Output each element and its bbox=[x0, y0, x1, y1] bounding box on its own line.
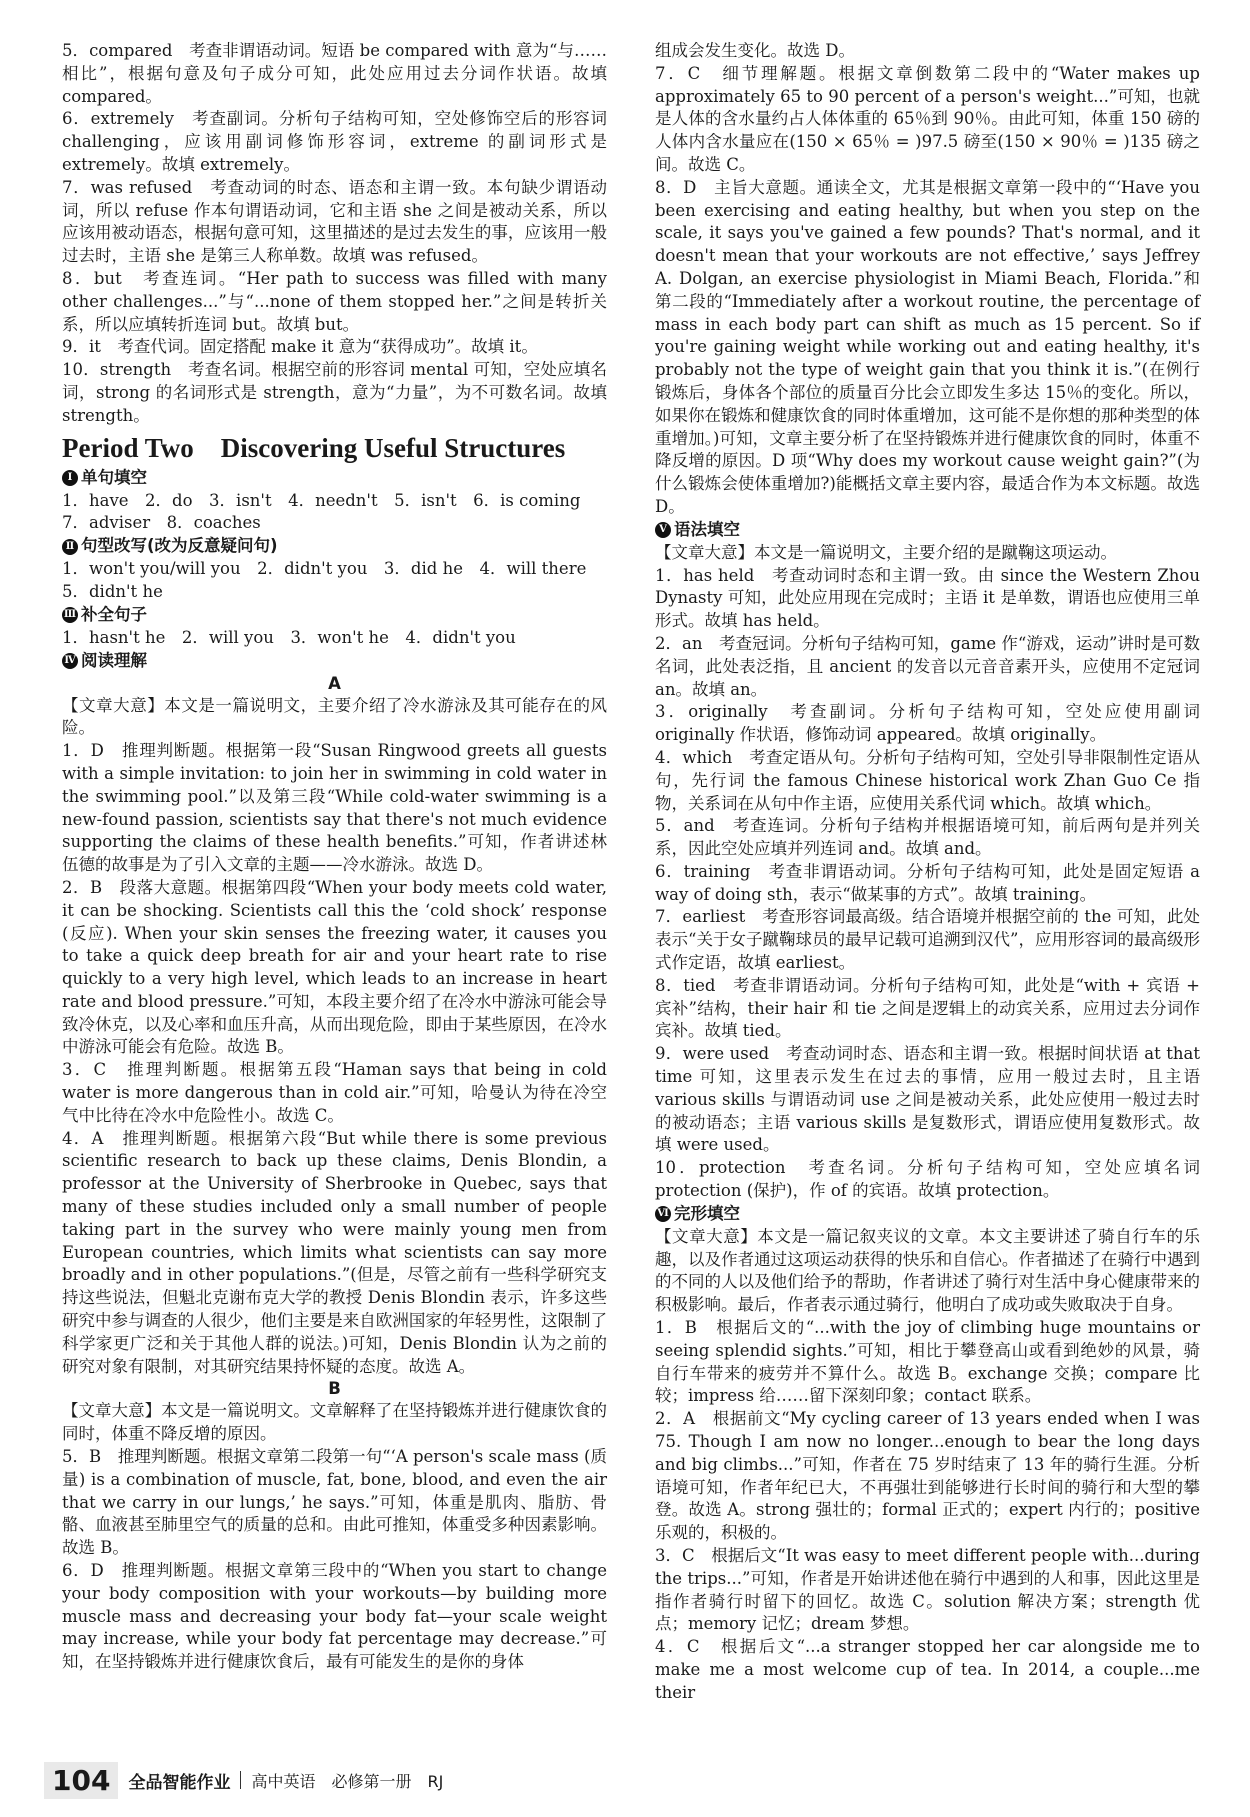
cloze-answer-4: 4．C 根据后文“...a stranger stopped her car alongside me to make me a most welcome cup of tea. In 2014, a couple...me their bbox=[655, 1637, 1200, 1702]
period-title: Period Two Discovering Useful Structures bbox=[62, 432, 566, 463]
section-heading-6 bbox=[655, 1203, 1200, 1226]
answer-10: 10．strength 考查名词。根据空前的形容词 mental 可知，空处应填名词，strong 的名词形式是 strength，意为“力量”，为不可数名词。故填 strength。 bbox=[62, 360, 607, 425]
reading-answer-5: 5．B 推理判断题。根据文章第二段第一句“‘A person's scale mass (质量) is a combination of muscle, fat, bone, blood, and even the air that we carry in our lungs,’ he says.”可知，体重是肌肉、脂肪、骨骼、血液甚至肺里空气的质量的总和。由此可推知，体重受多种因素影响。故选 B。 bbox=[62, 1447, 607, 1558]
answer-row: 1．won't you/will you 2．didn't you 3．did he 4．will there bbox=[62, 559, 587, 579]
section-title: 单句填空 bbox=[81, 467, 147, 487]
grammar-answer-9: 9．were used 考查动词时态、语态和主谓一致。根据时间状语 at that time 可知，这里表示发生在过去的事情，应用一般过去时，且主语 various skills 与谓语动词 use 之间是被动关系，此处应使用一般过去时的被动语态；主语 various skills 是复数形式，谓语应使用复数形式。故填 were used。 bbox=[655, 1044, 1200, 1155]
section-title: 补全句子 bbox=[81, 604, 147, 624]
passage-label-b: B bbox=[328, 1379, 341, 1399]
reading-answer-2: 2．B 段落大意题。根据第四段“When your body meets cold water, it can be shocking. Scientists call this the ‘cold shock’ response (反应). When your skin senses the freezing water, it causes you to take a quick deep breath for air and your heart rate to rise quickly to a very high level, which leads to an increase in heart rate and blood pressure.”可知，本段主要介绍了在冷水中游泳可能会导致冷休克，以及心率和血压升高，从而出现危险，即由于某些原因，在冷水中游泳可能会有危险。故选 B。 bbox=[62, 877, 607, 1057]
passage-summary: 【文章大意】本文是一篇说明文，主要介绍的是蹴鞠这项运动。 bbox=[655, 542, 1117, 562]
reading-answer-1: 1．D 推理判断题。根据第一段“Susan Ringwood greets all guests with a simple invitation: to join her in swimming in cold water in the swimming pool.”以及第三段“While cold-water swimming is a new-found passion, scientists say that there's not much evidence supporting the claims of these health benefits.”可知，作者讲述林伍德的故事是为了引入文章的主题——冷水游泳。故选 D。 bbox=[62, 741, 607, 875]
grammar-answer-3: 3．originally 考查副词。分析句子结构可知，空处应使用副词 originally 作状语，修饰动词 appeared。故填 originally。 bbox=[655, 702, 1200, 745]
passage-summary: 【文章大意】本文是一篇记叙夹议的文章。本文主要讲述了骑自行车的乐趣，以及作者通过这项运动获得的快乐和自信心。作者描述了在骑行中遇到的不同的人以及他们给予的帮助，作者讲述了骑行对生活中身心健康带来的积极影响。最后，作者表示通过骑行，他明白了成功或失败取决于自身。 bbox=[655, 1226, 1200, 1315]
reading-answer-8: 8．D 主旨大意题。通读全文，尤其是根据文章第一段中的“‘Have you been exercising and eating healthy, but when you step on the scale, it says you've gained a few pounds? That's normal, and it doesn't mean that your workouts are not effective,’ says Jeffrey A. Dolgan, an exercise physiologist in Miami Beach, Florida.”和第二段的“Immediately after a workout routine, the percentage of mass in each body part can shift as much as 15 percent. So if you're gaining weight while working out and eating healthy, it's probably not the type of weight gain that you think it is.”(在例行锻炼后，身体各个部位的质量百分比会立即发生多达 15％的变化。所以，如果你在锻炼和健康饮食的同时体重增加，这可能不是你想的那种类型的体重增加。)可知，文章主要分析了在坚持锻炼并进行健康饮食的同时，体重不降反增的原因。D 项“Why does my workout cause weight gain?”(为什么锻炼会使体重增加?)能概括文章主要内容，最适合作为本文标题。故选 D。 bbox=[655, 177, 1200, 516]
section-number-badge: Ⅱ bbox=[62, 539, 78, 555]
grammar-answer-2: 2．an 考查冠词。分析句子结构可知，game 作“游戏，运动”讲时是可数名词，此处表泛指，且 ancient 的发音以元音音素开头，应使用不定冠词 an。故填 an。 bbox=[655, 633, 1200, 699]
section-title: 阅读理解 bbox=[81, 650, 147, 670]
grammar-answer-6: 6．training 考查非谓语动词。分析句子结构可知，此处是固定短语 a way of doing sth，表示“做某事的方式”。故填 training。 bbox=[655, 861, 1200, 904]
passage-label-a: A bbox=[328, 673, 341, 693]
answer-9: 9．it 考查代词。固定搭配 make it 意为“获得成功”。故填 it。 bbox=[62, 337, 538, 357]
reading-answer-4: 4．A 推理判断题。根据第六段“But while there is some previous scientific research to back up these claims, Denis Blondin, a professor at the University of Sherbrooke in Quebec, says that many of these studies included only a small number of people taking part in the survey who were mainly young men from European countries, which limits what scientists can say more broadly and in other populations.”(但是，尽管之前有一些科学研究支持这些说法，但魁北克谢布克大学的教授 Denis Blondin 表示，许多这些研究中参与调查的人很少，他们主要是来自欧洲国家的年轻男性，这限制了科学家更广泛和关于其他人群的说法。)可知，Denis Blondin 认为之前的研究对象有限制，对其研究结果持怀疑的态度。故选 A。 bbox=[62, 1128, 607, 1376]
grammar-answer-8: 8．tied 考查非谓语动词。分析句子结构可知，此处是“with + 宾语 + 宾补”结构，their hair 和 tie 之间是逻辑上的动宾关系，应用过去分词作宾补。故填 tied。 bbox=[655, 975, 1200, 1041]
section-number-badge: Ⅵ bbox=[655, 1206, 671, 1222]
answer-8: 8．but 考查连词。“Her path to success was filled with many other challenges...”与“...none of them stopped her.”之间是转折关系，所以应填转折连词 but。故填 but。 bbox=[62, 268, 607, 334]
answer-row: 7．adviser 8．coaches bbox=[62, 513, 261, 533]
reading-answer-3: 3．C 推理判断题。根据第五段“Haman says that being in cold water is more dangerous than in cold air.”可知，哈曼认为待在冷空气中比待在冷水中危险性小。故选 C。 bbox=[62, 1060, 607, 1125]
passage-summary: 【文章大意】本文是一篇说明文，主要介绍了冷水游泳及其可能存在的风险。 bbox=[62, 695, 607, 738]
left-column bbox=[62, 40, 607, 1674]
page-footer bbox=[44, 1760, 443, 1800]
answer-row: 1．hasn't he 2．will you 3．won't he 4．didn't you bbox=[62, 627, 516, 647]
right-column bbox=[655, 40, 1200, 1705]
section-heading-4 bbox=[62, 650, 607, 673]
grammar-answer-5: 5．and 考查连词。分析句子结构并根据语境可知，前后两句是并列关系，因此空处应填并列连词 and。故填 and。 bbox=[655, 816, 1200, 859]
cloze-answer-2: 2．A 根据前文“My cycling career of 13 years ended when I was 75. Though I am now no longer...enough to bear the long days and big climbs...”可知，作者在 75 岁时结束了 13 年的骑行生涯。分析语境可知，作者年纪已大，不再强壮到能够进行长时间的骑行和大型的攀登。故选 A。strong 强壮的；formal 正式的；expert 内行的；positive 乐观的，积极的。 bbox=[655, 1409, 1200, 1543]
section-heading-1 bbox=[62, 467, 607, 490]
cloze-answer-3: 3．C 根据后文“It was easy to meet different people with...during the trips...”可知，作者是开始讲述他在骑行中遇到的人和事，因此这里是指作者骑行时留下的回忆。故选 C。solution 解决方案；strength 优点；memory 记忆；dream 梦想。 bbox=[655, 1546, 1200, 1634]
grammar-answer-4: 4．which 考查定语从句。分析句子结构可知，空处引导非限制性定语从句，先行词 the famous Chinese historical work Zhan Guo Ce 指物，关系词在从句中作主语，应使用关系代词 which。故填 which。 bbox=[655, 747, 1200, 813]
section-title: 句型改写(改为反意疑问句) bbox=[81, 536, 278, 556]
page-number: 104 bbox=[44, 1762, 118, 1799]
answer-5: 5．compared 考查非谓语动词。短语 be compared with 意为“与……相比”，根据句意及句子成分可知，此处应用过去分词作状语。故填 compared。 bbox=[62, 41, 607, 106]
answer-6: 6．extremely 考查副词。分析句子结构可知，空处修饰空后的形容词 challenging，应该用副词修饰形容词，extreme 的副词形式是 extremely。故填 extremely。 bbox=[62, 109, 607, 174]
passage-summary: 【文章大意】本文是一篇说明文。文章解释了在坚持锻炼并进行健康饮食的同时，体重不降反增的原因。 bbox=[62, 1401, 607, 1444]
answer-row: 1．have 2．do 3．isn't 4．needn't 5．isn't 6．is coming bbox=[62, 490, 581, 510]
brand-name: 全品智能作业 bbox=[128, 1772, 231, 1793]
grammar-answer-1: 1．has held 考查动词时态和主谓一致。由 since the Western Zhou Dynasty 可知，此处应用现在完成时；主语 it 是单数，谓语也应使用三单形式。故填 has held。 bbox=[655, 565, 1200, 631]
section-number-badge: Ⅳ bbox=[62, 653, 78, 669]
reading-answer-7: 7．C 细节理解题。根据文章倒数第二段中的“Water makes up approximately 65 to 90 percent of a person's weight...”可知，也就是人体的含水量约占人体体重的 65％到 90％。由此可知，体重 150 磅的人体内含水量应在(150 × 65％ = )97.5 磅至(150 × 90％ = )135 磅之间。故选 C。 bbox=[655, 63, 1200, 174]
section-title: 语法填空 bbox=[674, 519, 740, 539]
answer-7: 7．was refused 考查动词的时态、语态和主谓一致。本句缺少谓语动词，所以 refuse 作本句谓语动词，它和主语 she 之间是被动关系，所以应该用被动语态，根据句意可知，这里描述的是过去发生的事，应该用一般过去时，主语 she 是第三人称单数。故填 was refused。 bbox=[62, 177, 607, 266]
section-heading-5 bbox=[655, 519, 1200, 542]
continued-text: 组成会发生变化。故选 D。 bbox=[655, 41, 855, 60]
answer-row: 5．didn't he bbox=[62, 581, 163, 601]
section-number-badge: Ⅲ bbox=[62, 607, 78, 623]
section-number-badge: Ⅴ bbox=[655, 522, 671, 538]
footer-divider bbox=[240, 1771, 241, 1789]
section-heading-3 bbox=[62, 604, 607, 627]
book-info: 高中英语 必修第一册 RJ bbox=[251, 1771, 444, 1791]
section-title: 完形填空 bbox=[674, 1203, 740, 1223]
section-number-badge: Ⅰ bbox=[62, 470, 78, 486]
grammar-answer-7: 7．earliest 考查形容词最高级。结合语境并根据空前的 the 可知，此处表示“关于女子蹴鞠球员的最早记载可追溯到汉代”，应用形容词的最高级形式作定语，故填 earliest。 bbox=[655, 907, 1200, 973]
section-heading-2 bbox=[62, 535, 607, 558]
cloze-answer-1: 1．B 根据后文的“...with the joy of climbing huge mountains or seeing splendid sights.”可知，相比于攀登高山或看到绝妙的风景，骑自行车带来的疲劳并不算什么。故选 B。exchange 交换；compare 比较；impress 给……留下深刻印象；contact 联系。 bbox=[655, 1318, 1200, 1406]
grammar-answer-10: 10．protection 考查名词。分析句子结构可知，空处应填名词 protection (保护)，作 of 的宾语。故填 protection。 bbox=[655, 1158, 1200, 1201]
reading-answer-6: 6．D 推理判断题。根据文章第三段中的“When you start to change your body composition with your workouts—by building more muscle mass and decreasing your body fat—your scale weight may increase, while your body fat percentage may decrease.”可知，在坚持锻炼并进行健康饮食后，最有可能发生的是你的身体 bbox=[62, 1561, 607, 1672]
